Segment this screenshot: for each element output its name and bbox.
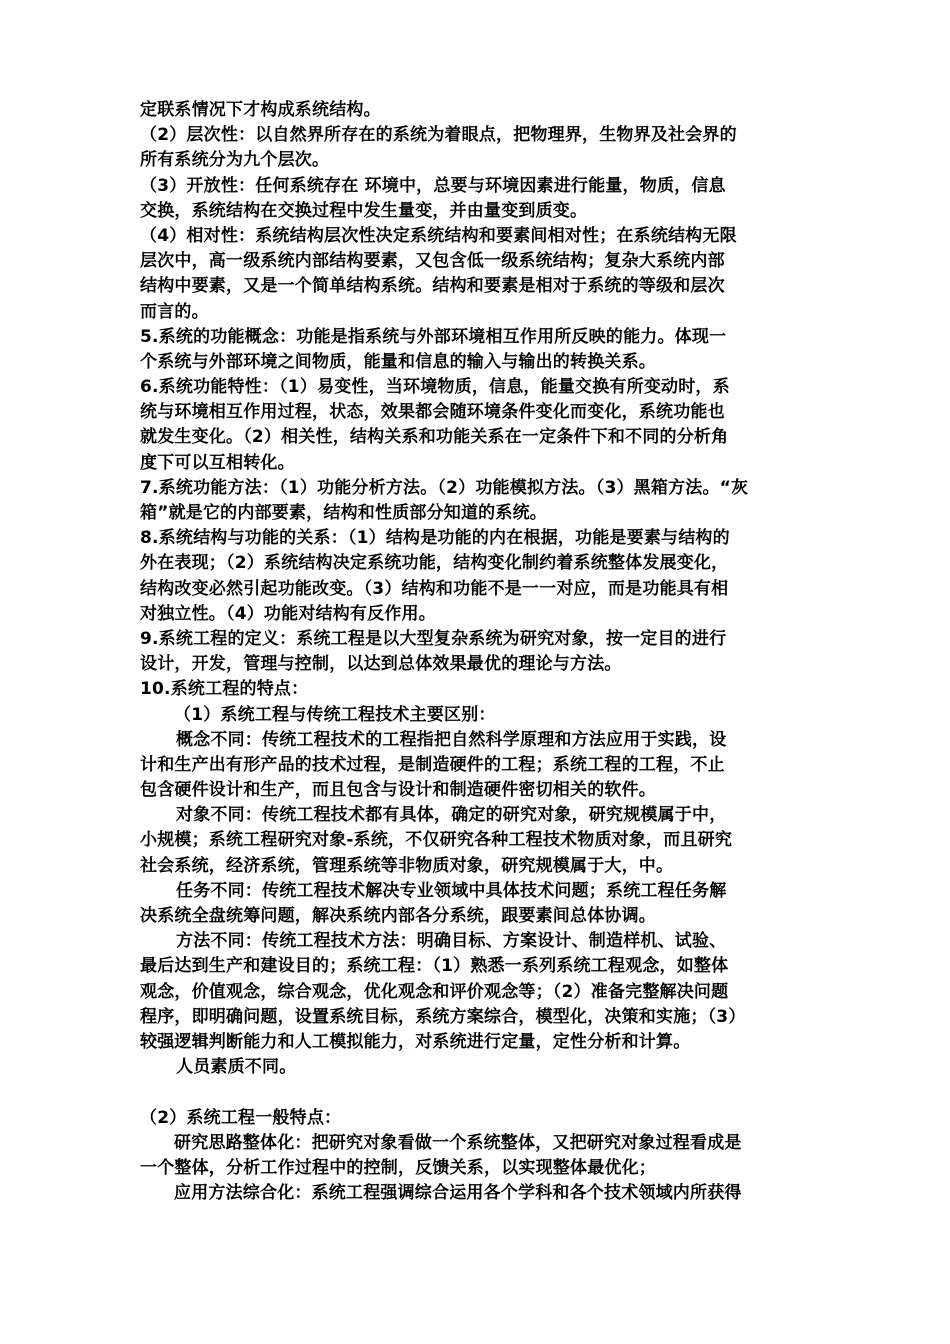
text-line: 概念不同：传统工程技术的工程指把自然科学原理和方法应用于实践，设 bbox=[176, 729, 727, 750]
text-line: 9.系统工程的定义：系统工程是以大型复杂系统为研究对象，按一定目的进行 bbox=[140, 628, 727, 649]
text-line: 方法不同：传统工程技术方法：明确目标、方案设计、制造样机、试验、 bbox=[176, 931, 727, 952]
text-line: 应用方法综合化：系统工程强调综合运用各个学科和各个技术领域内所获得 bbox=[174, 1183, 742, 1204]
text-line: 包含硬件设计和生产，而且包含与设计和制造硬件密切相关的软件。 bbox=[140, 780, 656, 801]
text-line: （4）相对性：系统结构层次性决定系统结构和要素间相对性；在系统结构无限 bbox=[140, 225, 737, 246]
text-line: 研究思路整体化：把研究对象看做一个系统整体，又把研究对象过程看成是 bbox=[174, 1132, 742, 1153]
text-line: 程序，即明确问题，设置系统目标，系统方案综合，模型化，决策和实施；（3） bbox=[140, 1006, 746, 1027]
text-line: 而言的。 bbox=[140, 301, 209, 322]
text-line: 小规模；系统工程研究对象-系统，不仅研究各种工程技术物质对象，而且研究 bbox=[140, 830, 733, 851]
text-line: 设计，开发，管理与控制，以达到总体效果最优的理论与方法。 bbox=[140, 654, 622, 675]
text-line: 任务不同：传统工程技术解决专业领域中具体技术问题；系统工程任务解 bbox=[176, 880, 727, 901]
text-line: 就发生变化。（2）相关性，结构关系和功能关系在一定条件下和不同的分析角 bbox=[140, 427, 729, 448]
text-line: 5.系统的功能概念：功能是指系统与外部环境相互作用所反映的能力。体现一 bbox=[140, 326, 727, 347]
text-line: 定联系情况下才构成系统结构。 bbox=[140, 100, 381, 120]
text-line: 6.系统功能特性：（1）易变性，当环境物质，信息，能量交换有所变动时，系 bbox=[140, 377, 730, 398]
text-line: 度下可以互相转化。 bbox=[140, 452, 295, 473]
text-line: 较强逻辑判断能力和人工模拟能力，对系统进行定量，定性分析和计算。 bbox=[140, 1031, 691, 1052]
text-line: 交换，系统结构在交换过程中发生量变，并由量变到质变。 bbox=[140, 200, 588, 221]
text-line: （3）开放性：任何系统存在 环境中，总要与环境因素进行能量，物质，信息 bbox=[140, 175, 726, 196]
text-line: （2）层次性：以自然界所存在的系统为着眼点，把物理界，生物界及社会界的 bbox=[140, 125, 737, 146]
text-line: 统与环境相互作用过程，状态，效果都会随环境条件变化而变化，系统功能也 bbox=[140, 402, 725, 423]
text-line: 一个整体，分析工作过程中的控制，反馈关系，以实现整体最优化； bbox=[140, 1157, 656, 1178]
text-line: 层次中，高一级系统内部结构要素，又包含低一级系统结构；复杂大系统内部 bbox=[140, 251, 725, 272]
text-line: （2）系统工程一般特点： bbox=[140, 1107, 342, 1128]
text-line: 计和生产出有形产品的技术过程，是制造硬件的工程；系统工程的工程，不止 bbox=[140, 754, 725, 775]
text-line: 个系统与外部环境之间物质，能量和信息的输入与输出的转换关系。 bbox=[140, 351, 656, 372]
text-line: 社会系统，经济系统，管理系统等非物质对象，研究规模属于大，中。 bbox=[140, 855, 674, 876]
text-line: 对象不同：传统工程技术都有具体，确定的研究对象，研究规模属于中， bbox=[176, 805, 727, 826]
text-line: 8.系统结构与功能的关系：（1）结构是功能的内在根据，功能是要素与结构的 bbox=[140, 528, 730, 549]
text-line: 外在表现；（2）系统结构决定系统功能，结构变化制约着系统整体发展变化， bbox=[140, 553, 729, 574]
text-line: 决系统全盘统筹问题，解决系统内部各分系统，跟要素间总体协调。 bbox=[140, 906, 656, 926]
text-line: 对独立性。（4）功能对结构有反作用。 bbox=[140, 603, 436, 624]
blank-line bbox=[140, 1080, 815, 1105]
text-line: 最后达到生产和建设目的；系统工程：（1）熟悉一系列系统工程观念，如整体 bbox=[140, 956, 729, 977]
text-line: 7.系统功能方法：（1）功能分析方法。（2）功能模拟方法。（3）黑箱方法。“灰 bbox=[140, 477, 749, 498]
text-line: 结构改变必然引起功能改变。（3）结构和功能不是一一对应，而是功能具有相 bbox=[140, 578, 729, 599]
document-page bbox=[140, 98, 815, 1206]
text-line: 所有系统分为九个层次。 bbox=[140, 150, 330, 171]
text-line: 结构中要素，又是一个简单结构系统。结构和要素是相对于系统的等级和层次 bbox=[140, 276, 725, 297]
text-line: 观念，价值观念，综合观念，优化观念和评价观念等；（2）准备完整解决问题 bbox=[140, 981, 729, 1002]
text-line: 人员素质不同。 bbox=[176, 1057, 297, 1078]
text-line: （1）系统工程与传统工程技术主要区别： bbox=[174, 704, 496, 725]
text-line: 10.系统工程的特点： bbox=[140, 679, 309, 700]
text-line: 箱”就是它的内部要素，结构和性质部分知道的系统。 bbox=[140, 503, 547, 523]
